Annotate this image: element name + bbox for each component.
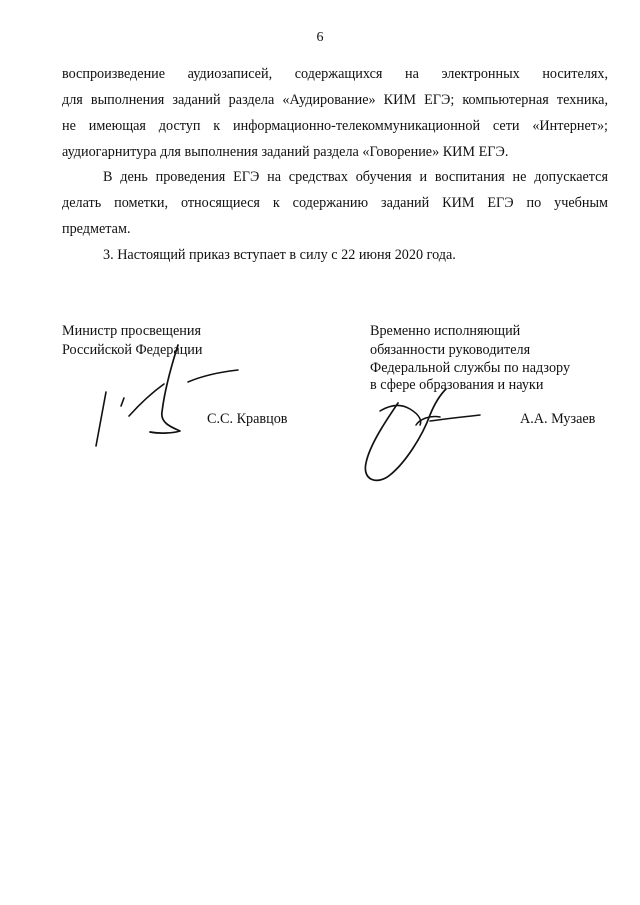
right-signature-icon: [350, 385, 500, 495]
paragraph-2-line: делать пометки, относящиеся к содержанию заданий КИМ ЕГЭ по учебным: [62, 195, 608, 211]
paragraph-3: 3. Настоящий приказ вступает в силу с 22 июня 2020 года.: [103, 247, 456, 263]
paragraph-2-line: предметам.: [62, 221, 131, 237]
left-signatory-name: С.С. Кравцов: [207, 411, 288, 427]
right-signatory-title-line: Федеральной службы по надзору: [370, 360, 571, 376]
paragraph-1-line: для выполнения заданий раздела «Аудирование» КИМ ЕГЭ; компьютерная техника,: [62, 92, 608, 108]
left-signatory-title-line: Министр просвещения: [62, 323, 201, 339]
right-signatory-name: А.А. Музаев: [520, 411, 596, 427]
page-number: 6: [316, 30, 324, 45]
left-signature-icon: [80, 340, 250, 460]
right-signatory-title-line: в сфере образования и науки: [370, 377, 544, 393]
right-signatory-title-line: Временно исполняющий: [370, 323, 521, 339]
right-signatory-title-line: обязанности руководителя: [370, 342, 531, 358]
paragraph-1-line: не имеющая доступ к информационно-телекоммуникационной сети «Интернет»;: [62, 118, 608, 134]
left-signatory-title-line: Российской Федерации: [62, 342, 203, 358]
paragraph-1-line: аудиогарнитура для выполнения заданий раздела «Говорение» КИМ ЕГЭ.: [62, 144, 509, 160]
paragraph-2-line: В день проведения ЕГЭ на средствах обучения и воспитания не допускается: [103, 169, 608, 185]
paragraph-1-line: воспроизведение аудиозаписей, содержащихся на электронных носителях,: [62, 66, 608, 82]
